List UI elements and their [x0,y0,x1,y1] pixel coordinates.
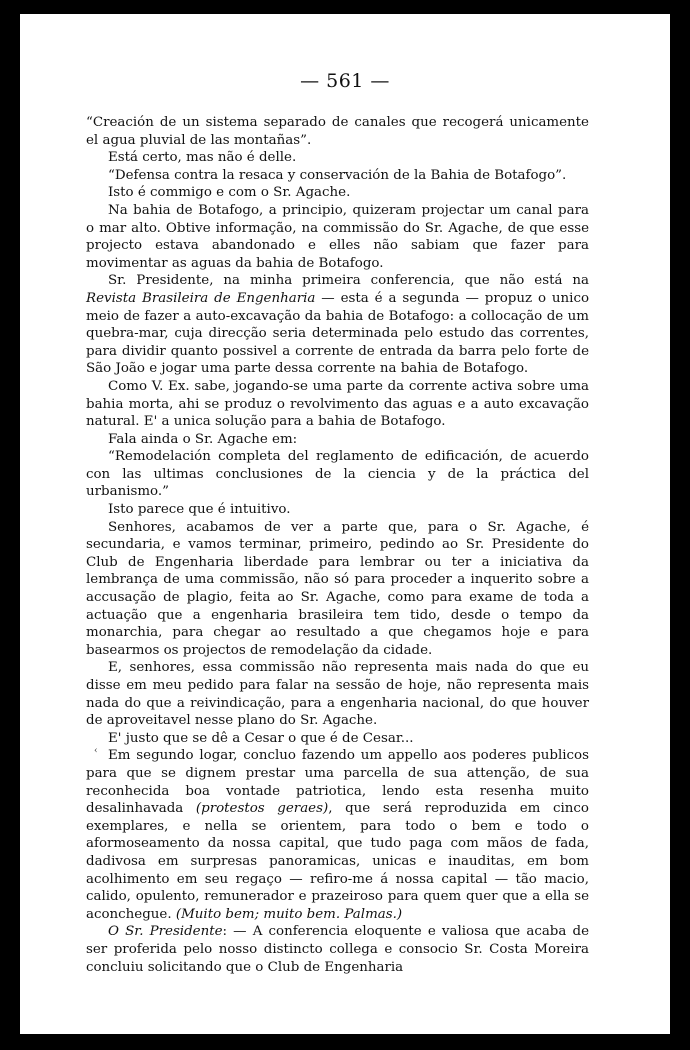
paragraph: E, senhores, essa commissão não representa mais nada do que eu disse em meu pedido para falar na sessão de hoje, não representa mais nada do que a reivindicação, para a engenharia nacional, do que houver de aproveitavel nesse plano do Sr. Agache. [86,660,589,729]
paragraph: Senhores, acabamos de ver a parte que, para o Sr. Agache, é secundaria, e vamos terminar, primeiro, pedindo ao Sr. Presidente do Club de Engenharia liberdade para lembrar ou ter a iniciativa da lembrança de uma commissão, não só para proceder a inquerito sobre a accusação de plagio, feita ao Sr. Agache, como para exame de toda a actuação que a engenharia brasileira tem tido, desde o tempo da monarchia, para chegar ao resultado a que chegamos hoje e para basearmos os projectos de remodelação da cidade. [86,519,589,658]
paragraph: E' justo que se dê a Cesar o que é de Cesar... [108,730,414,746]
paragraph [86,272,589,378]
paragraph: “Defensa contra la resaca y conservación de la Bahia de Botafogo”. [108,167,567,183]
document-page [20,14,670,1034]
body-text [86,114,589,976]
paragraph: Isto parece que é intuitivo. [108,502,291,518]
italic-applause: (Muito bem; muito bem. Palmas.) [175,906,403,922]
paragraph: Fala ainda o Sr. Agache em: [108,431,298,447]
page-number: — 561 — [300,70,390,92]
paragraph: Isto é commigo e com o Sr. Agache. [108,185,351,201]
text-run: , que será reproduzida em cinco exemplares, e nella se orientem, para todo o bem e todo o aformoseamento da nossa capital, que tudo paga com mãos de fada, dadivosa em surpresas panoramicas, unicas e inauditas, em bom acolhimento em seu regaço — refiro-me á nossa capital — tão macio, calido, opulento, remunerador e prazeiroso para quem quer que a ella se aconchegue. [86,801,589,922]
paragraph: “Remodelación completa del reglamento de edificación, de acuerdo con las ultimas conclusiones de la ciencia y de la práctica del urbanismo.” [86,449,589,500]
paragraph [86,923,589,976]
paragraph: Como V. Ex. sabe, jogando-se uma parte da corrente activa sobre uma bahia morta, ahi se produz o revolvimento das aguas e a auto excavação natural. E' a unica solução para a bahia de Botafogo. [86,378,589,430]
italic-title: Revista Brasileira de Engenharia [86,290,316,306]
paragraph: Está certo, mas não é delle. [108,150,297,166]
margin-mark: ‹ [94,746,98,756]
paragraph: “Creación de un sistema separado de canales que recogerá unicamente el agua pluvial de las montañas”. [86,115,589,148]
speaker-name: O Sr. Presidente [108,924,223,940]
text-run: — esta é a segunda — propuz o unico meio de fazer a auto-excavação da bahia de Botafogo: a collocação de um quebra-mar, cuja direcção seria determinada pelo estudo das correntes, para dividir quanto possivel a corrente de entrada da barra pelo forte de São João e jogar uma parte dessa corrente na bahia de Botafogo. [86,290,590,377]
text-run: : — A conferencia eloquente e valiosa que acaba de ser proferida pelo nosso distincto collega e consocio Sr. Costa Moreira concluiu solicitando que o Club de Engenharia [86,924,589,975]
text-run: Sr. Presidente, na minha primeira conferencia, que não está na [108,273,589,289]
paragraph [86,747,589,923]
text-run: Em segundo logar, concluo fazendo um appello aos poderes publicos para que se dignem prestar uma parcella de sua attenção, de sua reconhecida boa vontade patriotica, lendo esta resenha muito desalinhavada [86,748,589,817]
paragraph: Na bahia de Botafogo, a principio, quizeram projectar um canal para o mar alto. Obtive informação, na commissão do Sr. Agache, de que esse projecto estava abandonado e elles não sabiam que fazer para movimentar as aguas da bahia de Botafogo. [86,202,589,271]
italic-aside: (protestos geraes) [195,801,329,817]
